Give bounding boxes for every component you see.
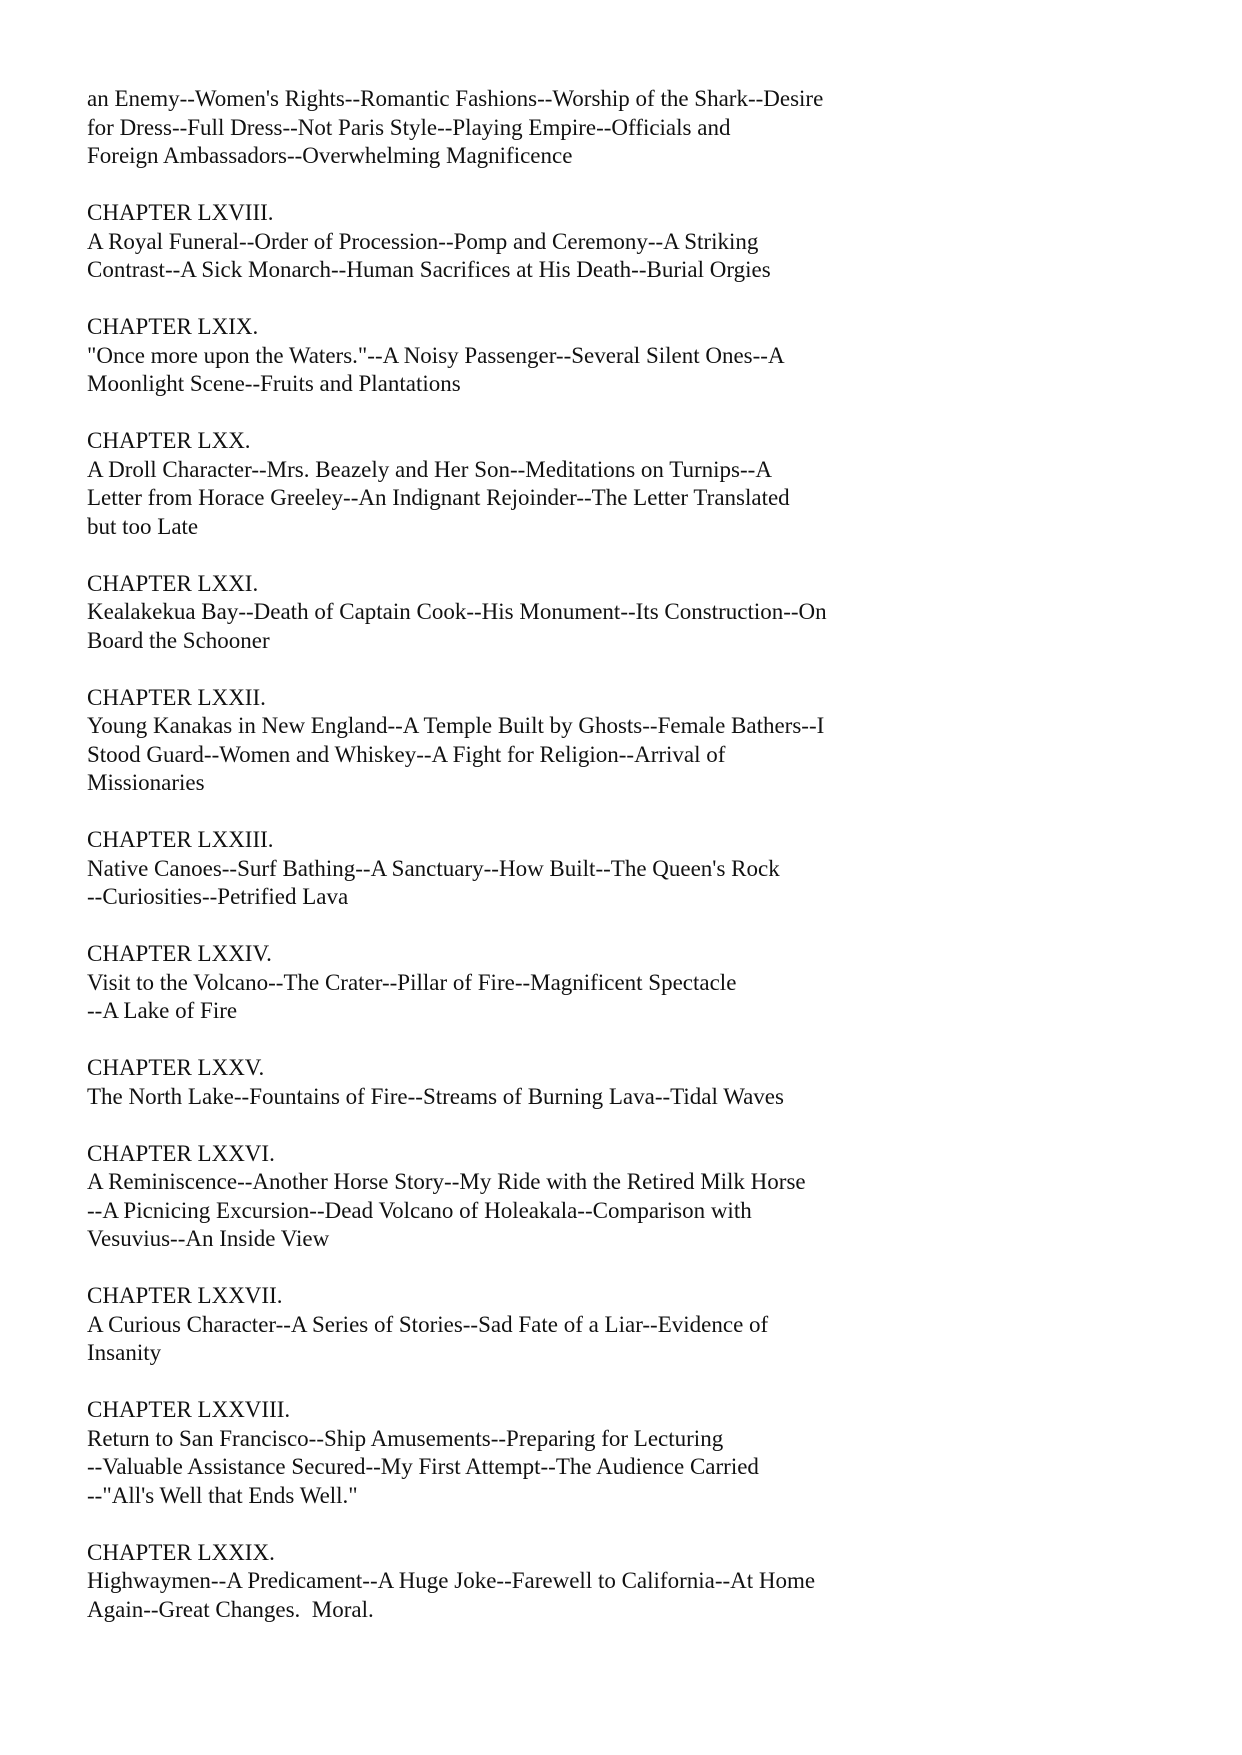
chapter-entry (87, 826, 1187, 912)
chapter-heading: CHAPTER LXXIII. (87, 827, 274, 852)
chapter-entry (87, 570, 1187, 656)
chapter-entry (87, 1140, 1187, 1254)
summary-line: A Curious Character--A Series of Stories--Sad Fate of a Liar--Evidence of (87, 1311, 769, 1337)
chapter-heading: CHAPTER LXXVIII. (87, 1397, 291, 1422)
summary-line: --A Picnicing Excursion--Dead Volcano of Holeakala--Comparison with (87, 1197, 752, 1223)
chapter-heading: CHAPTER LXXIX. (87, 1539, 275, 1565)
summary-line: for Dress--Full Dress--Not Paris Style--Playing Empire--Officials and (87, 114, 731, 140)
summary-line: Contrast--A Sick Monarch--Human Sacrifices at His Death--Burial Orgies (87, 257, 771, 282)
summary-line: A Reminiscence--Another Horse Story--My Ride with the Retired Milk Horse (87, 1169, 806, 1194)
chapter-heading: CHAPTER LXXVI. (87, 1140, 275, 1166)
chapter-entry (87, 1396, 1187, 1510)
summary-line: Young Kanakas in New England--A Temple Built by Ghosts--Female Bathers--I (87, 713, 825, 738)
chapter-heading: CHAPTER LXXI. (87, 570, 259, 596)
summary-line: an Enemy--Women's Rights--Romantic Fashions--Worship of the Shark--Desire (87, 86, 824, 111)
chapter-heading: CHAPTER LXXIV. (87, 941, 272, 966)
summary-line: Visit to the Volcano--The Crater--Pillar of Fire--Magnificent Spectacle (87, 969, 737, 995)
summary-line: Missionaries (87, 770, 205, 795)
chapter-entry (87, 1282, 1187, 1368)
chapter-entry (87, 427, 1187, 541)
summary-line: --Curiosities--Petrified Lava (87, 884, 349, 909)
document-page (87, 85, 1187, 1653)
intro-summary (87, 85, 1187, 171)
chapter-heading: CHAPTER LXX. (87, 428, 251, 453)
summary-line: Moonlight Scene--Fruits and Plantations (87, 371, 461, 396)
chapter-heading: CHAPTER LXXVII. (87, 1283, 283, 1308)
chapter-entry (87, 940, 1187, 1026)
summary-line: Insanity (87, 1340, 162, 1365)
chapter-entry (87, 1054, 1187, 1111)
chapter-entry (87, 1539, 1187, 1625)
summary-line: --"All's Well that Ends Well." (87, 1482, 358, 1508)
summary-line: --A Lake of Fire (87, 998, 238, 1023)
summary-line: Native Canoes--Surf Bathing--A Sanctuary--How Built--The Queen's Rock (87, 855, 780, 881)
summary-line: "Once more upon the Waters."--A Noisy Passenger--Several Silent Ones--A (87, 342, 785, 368)
summary-line: The North Lake--Fountains of Fire--Streams of Burning Lava--Tidal Waves (87, 1083, 784, 1109)
chapter-entry (87, 684, 1187, 798)
summary-line: but too Late (87, 513, 199, 539)
summary-line: A Royal Funeral--Order of Procession--Pomp and Ceremony--A Striking (87, 228, 759, 254)
summary-line: Again--Great Changes. Moral. (87, 1596, 374, 1622)
chapter-entry (87, 199, 1187, 285)
chapter-heading: CHAPTER LXXII. (87, 684, 266, 710)
summary-line: Foreign Ambassadors--Overwhelming Magnificence (87, 143, 573, 168)
chapter-heading: CHAPTER LXIX. (87, 314, 259, 339)
summary-line: Board the Schooner (87, 627, 270, 653)
summary-line: Stood Guard--Women and Whiskey--A Fight for Religion--Arrival of (87, 741, 726, 767)
summary-line: Letter from Horace Greeley--An Indignant Rejoinder--The Letter Translated (87, 485, 790, 510)
chapter-heading: CHAPTER LXXV. (87, 1055, 265, 1080)
summary-line: A Droll Character--Mrs. Beazely and Her Son--Meditations on Turnips--A (87, 456, 772, 482)
summary-line: --Valuable Assistance Secured--My First Attempt--The Audience Carried (87, 1454, 759, 1479)
summary-line: Return to San Francisco--Ship Amusements--Preparing for Lecturing (87, 1425, 724, 1451)
chapter-heading: CHAPTER LXVIII. (87, 200, 274, 225)
summary-line: Highwaymen--A Predicament--A Huge Joke--Farewell to California--At Home (87, 1568, 816, 1593)
chapter-entry (87, 313, 1187, 399)
summary-line: Kealakekua Bay--Death of Captain Cook--His Monument--Its Construction--On (87, 599, 827, 624)
summary-line: Vesuvius--An Inside View (87, 1226, 330, 1251)
